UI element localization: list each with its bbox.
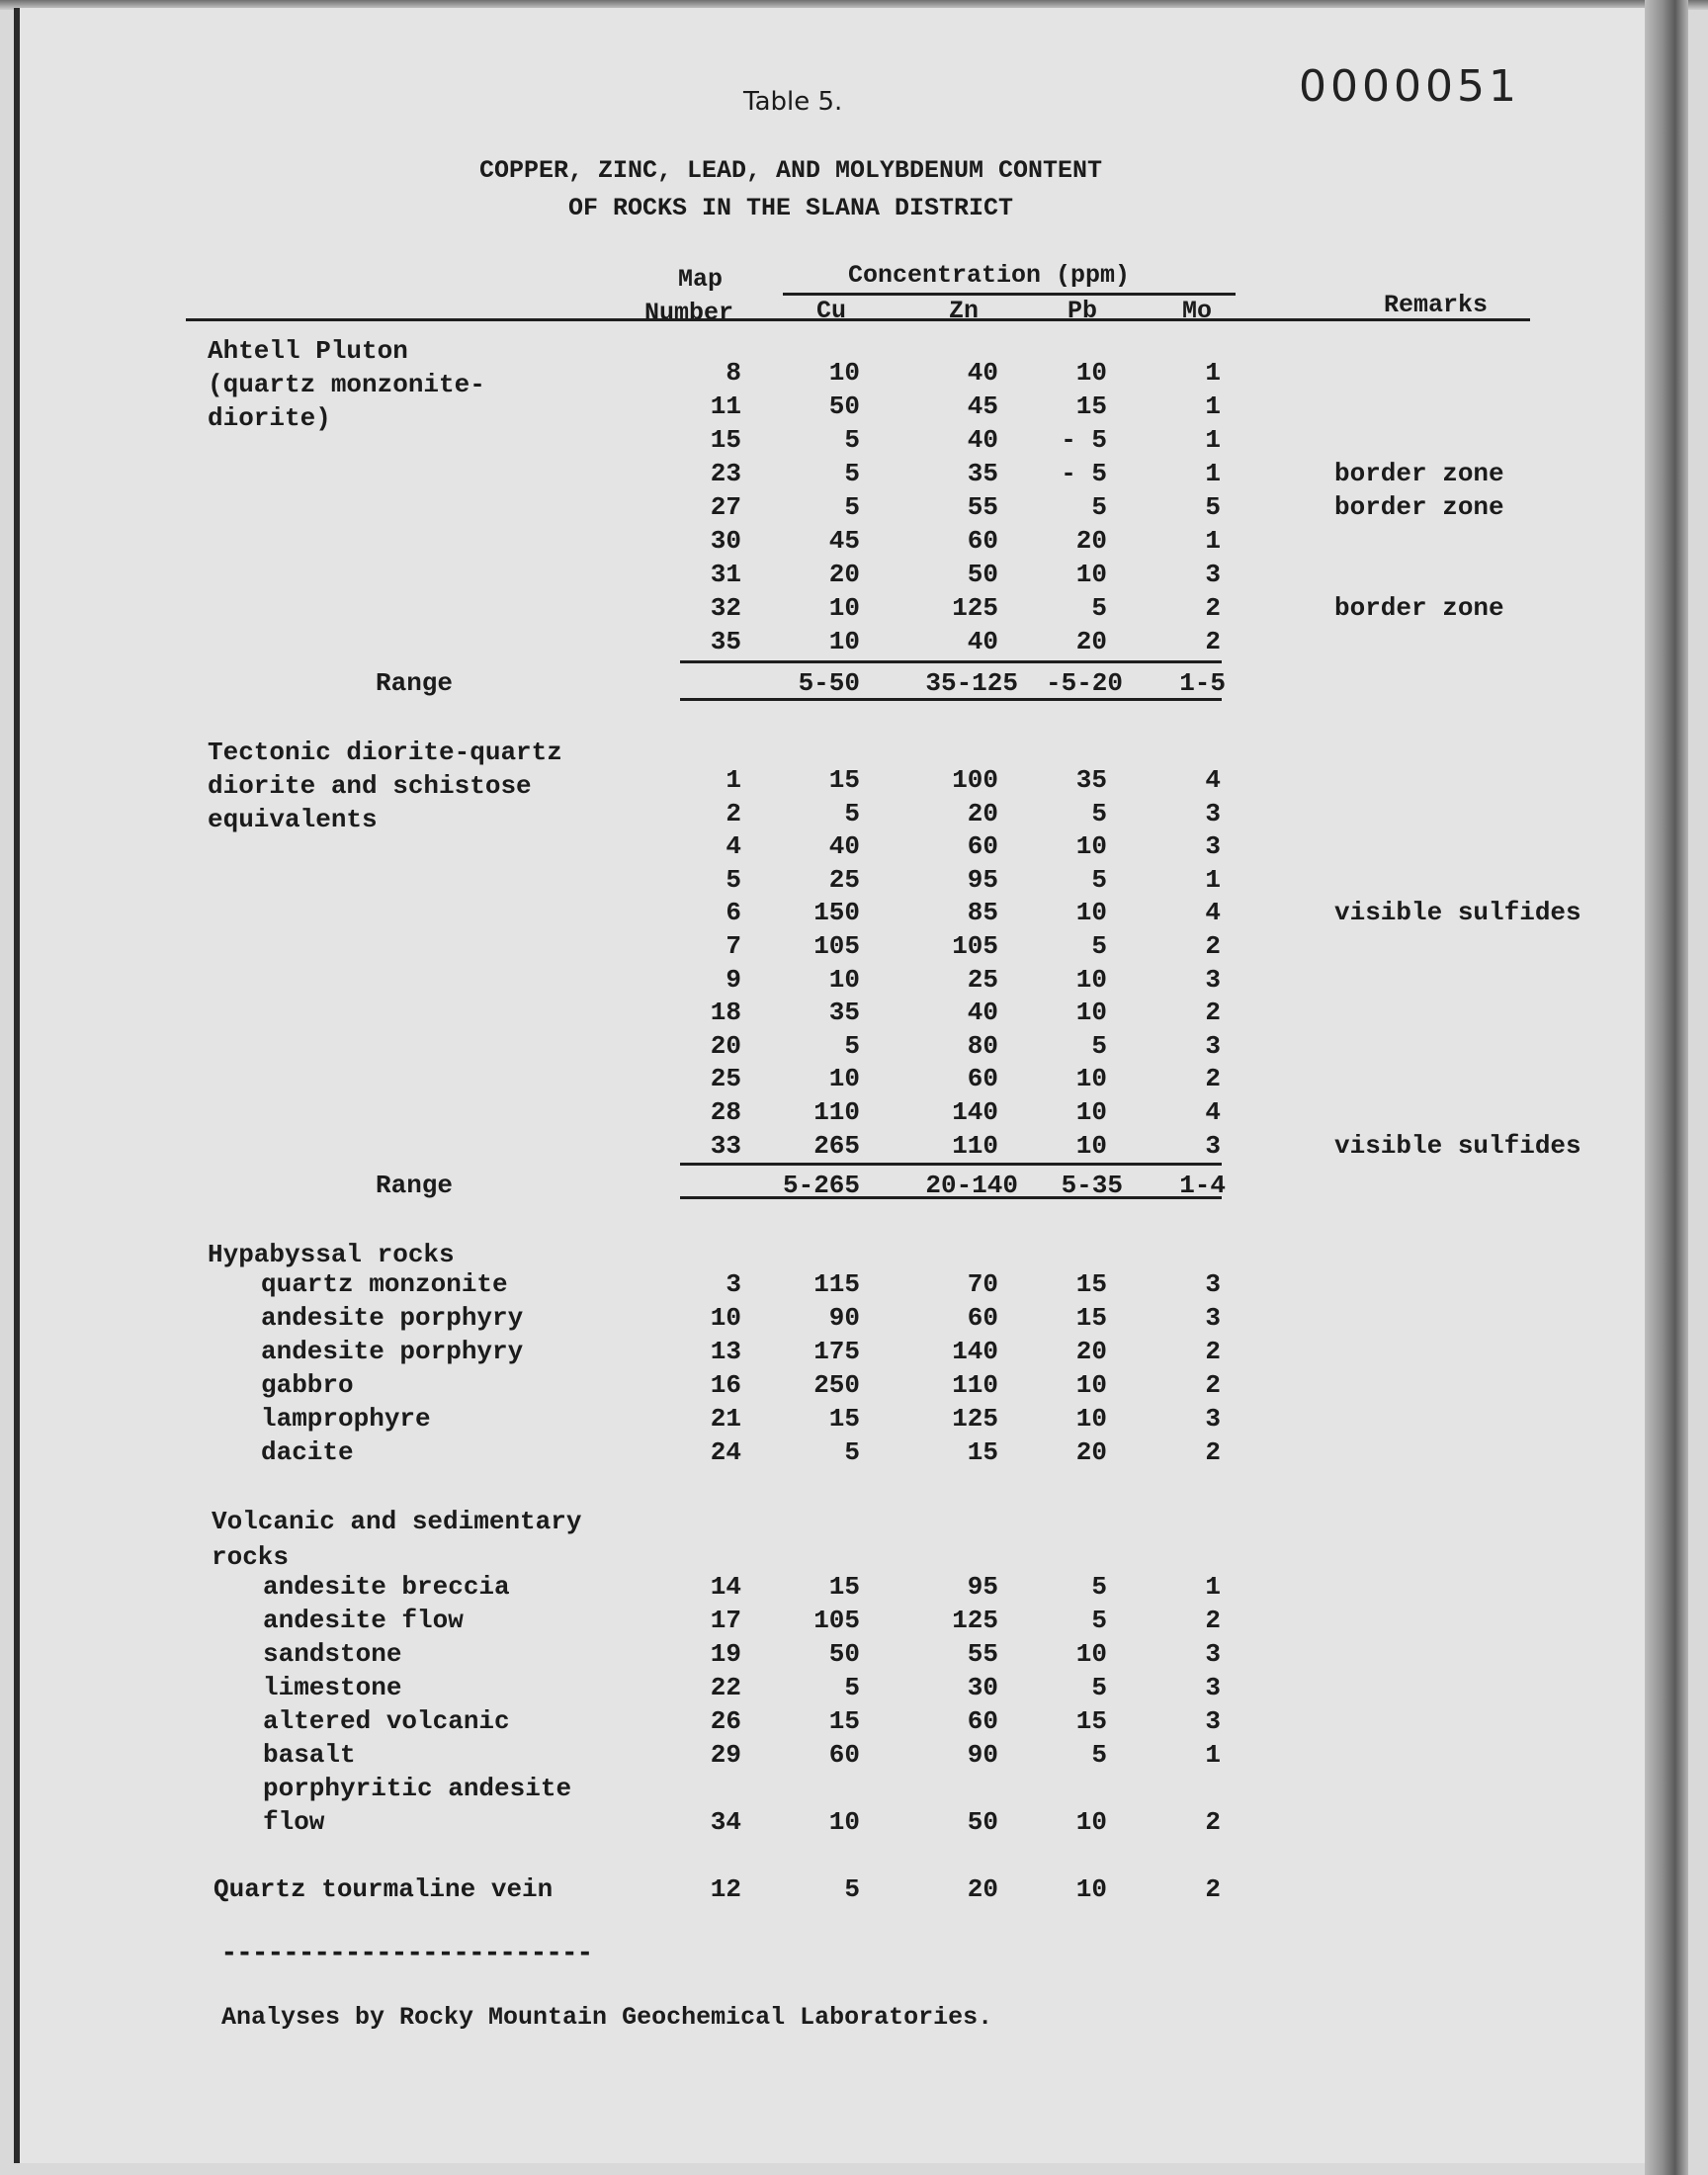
cell-mo: 3 — [1205, 1130, 1221, 1161]
table-row — [0, 799, 1708, 832]
cell-mo: 2 — [1205, 1437, 1221, 1467]
table-row — [0, 998, 1708, 1031]
cell-mo: 1 — [1205, 526, 1221, 556]
table-row — [0, 1370, 1708, 1404]
row-label: limestone — [263, 1673, 402, 1702]
row-label: Quartz tourmaline vein — [214, 1874, 554, 1904]
cell-remarks: visible sulfides — [1334, 898, 1581, 928]
cell-cu: 105 — [813, 931, 860, 961]
cell-pb: 10 — [1075, 1807, 1107, 1837]
cell-cu: 20 — [828, 560, 860, 589]
table-row — [0, 965, 1708, 999]
cell-map: 3 — [726, 1269, 741, 1299]
cell-cu: 5 — [844, 1673, 860, 1702]
cell-mo: 2 — [1205, 1606, 1221, 1635]
cell-map: 28 — [710, 1097, 741, 1127]
range-pb: -5-20 — [1045, 668, 1123, 698]
cell-cu: 105 — [813, 1606, 860, 1635]
cell-zn: 60 — [967, 526, 998, 556]
cell-mo: 2 — [1205, 593, 1221, 623]
table-row — [0, 1097, 1708, 1131]
header-cu: Cu — [816, 297, 847, 325]
cell-mo: 3 — [1205, 798, 1221, 828]
group-label: (quartz monzonite- — [208, 370, 485, 399]
cell-cu: 115 — [813, 1269, 860, 1299]
cell-pb: 15 — [1075, 392, 1107, 421]
cell-zn: 40 — [967, 998, 998, 1028]
cell-cu: 40 — [828, 831, 860, 862]
cell-zn: 125 — [952, 1404, 998, 1434]
cell-mo: 4 — [1205, 898, 1221, 928]
range-top-rule — [680, 1163, 1222, 1166]
cell-pb: 10 — [1075, 1874, 1107, 1904]
cell-cu: 5 — [844, 459, 860, 488]
cell-cu: 5 — [844, 492, 860, 522]
cell-pb: 20 — [1075, 627, 1107, 656]
cell-zn: 20 — [967, 1874, 998, 1904]
row-label: quartz monzonite — [261, 1269, 508, 1299]
cell-pb: 10 — [1075, 358, 1107, 388]
cell-pb: 5 — [1091, 1740, 1107, 1770]
cell-zn: 125 — [952, 1606, 998, 1635]
table-row — [0, 1740, 1708, 1774]
cell-map: 5 — [726, 864, 741, 895]
cell-map: 29 — [710, 1740, 741, 1770]
cell-map: 35 — [710, 627, 741, 656]
range-label: Range — [376, 668, 454, 698]
row-label: andesite porphyry — [261, 1337, 524, 1366]
cell-zn: 15 — [967, 1437, 998, 1467]
cell-map: 12 — [710, 1874, 741, 1904]
cell-zn: 40 — [967, 627, 998, 656]
cell-zn: 50 — [967, 1807, 998, 1837]
cell-zn: 105 — [952, 931, 998, 961]
cell-pb: 20 — [1075, 526, 1107, 556]
cell-mo: 2 — [1205, 1807, 1221, 1837]
table-row — [0, 865, 1708, 899]
cell-cu: 10 — [828, 964, 860, 995]
table-title-line-2: OF ROCKS IN THE SLANA DISTRICT — [567, 194, 1014, 222]
cell-pb: 10 — [1075, 1064, 1107, 1094]
range-pb: 5-35 — [1061, 1171, 1123, 1200]
cell-pb: 20 — [1075, 1337, 1107, 1366]
table-row — [0, 358, 1708, 392]
table-row — [0, 831, 1708, 865]
cell-zn: 110 — [952, 1130, 998, 1161]
cell-pb: 5 — [1091, 1673, 1107, 1702]
row-label: andesite flow — [263, 1606, 464, 1635]
cell-map: 13 — [710, 1337, 741, 1366]
cell-pb: 5 — [1091, 593, 1107, 623]
cell-map: 17 — [710, 1606, 741, 1635]
table-row — [0, 425, 1708, 459]
range-cu: 5-50 — [798, 668, 860, 698]
table-row — [0, 1303, 1708, 1337]
table-row — [0, 1437, 1708, 1471]
cell-pb: - 5 — [1061, 459, 1107, 488]
cell-cu: 90 — [828, 1303, 860, 1333]
cell-map: 24 — [710, 1437, 741, 1467]
cell-zn: 45 — [967, 392, 998, 421]
cell-pb: 20 — [1075, 1437, 1107, 1467]
cell-map: 2 — [726, 798, 741, 828]
table-row — [0, 1337, 1708, 1370]
cell-map: 10 — [710, 1303, 741, 1333]
cell-pb: 10 — [1075, 1639, 1107, 1669]
cell-mo: 3 — [1205, 1673, 1221, 1702]
cell-map: 7 — [726, 931, 741, 961]
cell-cu: 10 — [828, 627, 860, 656]
cell-mo: 2 — [1205, 931, 1221, 961]
cell-map: 15 — [710, 425, 741, 455]
header-pb: Pb — [1068, 297, 1098, 325]
header-mo: Mo — [1182, 297, 1213, 325]
group-label: Tectonic diorite-quartz — [208, 738, 562, 767]
cell-cu: 5 — [844, 1437, 860, 1467]
cell-pb: 10 — [1075, 560, 1107, 589]
table-row — [0, 1706, 1708, 1740]
cell-zn: 40 — [967, 425, 998, 455]
cell-pb: 10 — [1075, 1097, 1107, 1127]
cell-zn: 60 — [967, 1706, 998, 1736]
cell-pb: 10 — [1075, 898, 1107, 928]
table-row — [0, 560, 1708, 593]
cell-mo: 2 — [1205, 1874, 1221, 1904]
cell-map: 16 — [710, 1370, 741, 1400]
cell-zn: 140 — [952, 1337, 998, 1366]
cell-zn: 60 — [967, 1064, 998, 1094]
cell-map: 23 — [710, 459, 741, 488]
cell-zn: 55 — [967, 1639, 998, 1669]
cell-mo: 3 — [1205, 1706, 1221, 1736]
cell-pb: 15 — [1075, 1269, 1107, 1299]
cell-remarks: border zone — [1334, 459, 1504, 488]
cell-cu: 25 — [828, 864, 860, 895]
cell-pb: 5 — [1091, 931, 1107, 961]
table-row — [0, 765, 1708, 799]
cell-cu: 15 — [828, 1572, 860, 1602]
cell-remarks: visible sulfides — [1334, 1130, 1581, 1161]
cell-mo: 3 — [1205, 831, 1221, 862]
cell-map: 9 — [726, 964, 741, 995]
cell-pb: 10 — [1075, 998, 1107, 1028]
group-label: rocks — [212, 1542, 290, 1572]
cell-cu: 60 — [828, 1740, 860, 1770]
cell-pb: 5 — [1091, 492, 1107, 522]
range-zn: 35-125 — [925, 668, 1018, 698]
cell-mo: 3 — [1205, 1639, 1221, 1669]
group-label: Ahtell Pluton — [208, 336, 408, 366]
cell-mo: 2 — [1205, 627, 1221, 656]
cell-pb: 10 — [1075, 1130, 1107, 1161]
cell-zn: 55 — [967, 492, 998, 522]
footnote: Analyses by Rocky Mountain Geochemical Laboratories. — [221, 2003, 993, 2032]
cell-map: 26 — [710, 1706, 741, 1736]
cell-mo: 3 — [1205, 1404, 1221, 1434]
row-label: altered volcanic — [263, 1706, 510, 1736]
cell-mo: 3 — [1205, 1030, 1221, 1061]
cell-zn: 70 — [967, 1269, 998, 1299]
cell-mo: 2 — [1205, 1370, 1221, 1400]
cell-cu: 110 — [813, 1097, 860, 1127]
cell-mo: 3 — [1205, 1303, 1221, 1333]
header-number: Number — [644, 299, 734, 327]
cell-cu: 5 — [844, 1030, 860, 1061]
cell-cu: 175 — [813, 1337, 860, 1366]
cell-map: 18 — [710, 998, 741, 1028]
table-row — [0, 1031, 1708, 1065]
range-label: Range — [376, 1171, 454, 1200]
cell-zn: 25 — [967, 964, 998, 995]
cell-pb: 5 — [1091, 864, 1107, 895]
cell-map: 32 — [710, 593, 741, 623]
cell-zn: 110 — [952, 1370, 998, 1400]
cell-cu: 5 — [844, 425, 860, 455]
cell-zn: 20 — [967, 798, 998, 828]
cell-pb: 5 — [1091, 1572, 1107, 1602]
cell-map: 22 — [710, 1673, 741, 1702]
cell-zn: 60 — [967, 831, 998, 862]
row-label: andesite breccia — [263, 1572, 510, 1602]
cell-cu: 265 — [813, 1130, 860, 1161]
cell-cu: 50 — [828, 392, 860, 421]
table-row — [0, 593, 1708, 627]
cell-pb: 10 — [1075, 1404, 1107, 1434]
cell-mo: 1 — [1205, 864, 1221, 895]
header-map: Map — [678, 265, 724, 294]
group-label: diorite and schistose — [208, 771, 532, 801]
cell-map: 1 — [726, 765, 741, 795]
table-row — [0, 627, 1708, 660]
cell-mo: 3 — [1205, 1269, 1221, 1299]
cell-zn: 80 — [967, 1030, 998, 1061]
table-row — [0, 459, 1708, 492]
cell-pb: 5 — [1091, 1606, 1107, 1635]
table-number: Table 5. — [743, 87, 843, 117]
row-label-continued: flow — [263, 1807, 325, 1837]
table-row — [0, 1064, 1708, 1097]
cell-zn: 95 — [967, 1572, 998, 1602]
cell-map: 19 — [710, 1639, 741, 1669]
cell-mo: 4 — [1205, 765, 1221, 795]
table-row — [0, 1639, 1708, 1673]
cell-cu: 15 — [828, 765, 860, 795]
table-row — [0, 392, 1708, 425]
cell-cu: 250 — [813, 1370, 860, 1400]
cell-remarks: border zone — [1334, 492, 1504, 522]
table-row — [0, 1874, 1708, 1908]
cell-zn: 40 — [967, 358, 998, 388]
group-label: equivalents — [208, 805, 378, 834]
cell-cu: 10 — [828, 358, 860, 388]
table-row — [0, 1606, 1708, 1639]
cell-cu: 10 — [828, 1064, 860, 1094]
cell-map: 30 — [710, 526, 741, 556]
range-zn: 20-140 — [925, 1171, 1018, 1200]
cell-zn: 60 — [967, 1303, 998, 1333]
row-label: dacite — [261, 1437, 354, 1467]
cell-cu: 10 — [828, 593, 860, 623]
group-label: Volcanic and sedimentary — [212, 1507, 582, 1536]
cell-cu: 5 — [844, 1874, 860, 1904]
table-row — [0, 931, 1708, 965]
table-title-line-1: COPPER, ZINC, LEAD, AND MOLYBDENUM CONTENT — [478, 156, 1103, 185]
cell-cu: 35 — [828, 998, 860, 1028]
cell-zn: 90 — [967, 1740, 998, 1770]
cell-zn: 95 — [967, 864, 998, 895]
cell-remarks: border zone — [1334, 593, 1504, 623]
table-row — [0, 898, 1708, 931]
cell-mo: 1 — [1205, 358, 1221, 388]
cell-cu: 5 — [844, 798, 860, 828]
group-label: Hypabyssal rocks — [208, 1240, 455, 1269]
range-mo: 1-5 — [1179, 668, 1226, 698]
cell-map: 33 — [710, 1130, 741, 1161]
cell-mo: 2 — [1205, 1064, 1221, 1094]
range-cu: 5-265 — [782, 1171, 860, 1200]
cell-pb: - 5 — [1061, 425, 1107, 455]
concentration-underline — [783, 293, 1236, 296]
cell-map: 25 — [710, 1064, 741, 1094]
cell-mo: 1 — [1205, 392, 1221, 421]
table-row — [0, 526, 1708, 560]
cell-pb: 15 — [1075, 1706, 1107, 1736]
cell-mo: 2 — [1205, 1337, 1221, 1366]
cell-pb: 5 — [1091, 798, 1107, 828]
range-top-rule — [680, 660, 1222, 663]
cell-map: 8 — [726, 358, 741, 388]
row-label: andesite porphyry — [261, 1303, 524, 1333]
footnote-rule: ------------------------ — [221, 1938, 593, 1967]
table-row — [0, 1673, 1708, 1706]
cell-map: 31 — [710, 560, 741, 589]
cell-zn: 50 — [967, 560, 998, 589]
cell-zn: 140 — [952, 1097, 998, 1127]
row-label-line — [0, 1774, 1708, 1807]
cell-map: 27 — [710, 492, 741, 522]
cell-cu: 45 — [828, 526, 860, 556]
cell-map: 14 — [710, 1572, 741, 1602]
cell-pb: 10 — [1075, 1370, 1107, 1400]
cell-mo: 4 — [1205, 1097, 1221, 1127]
cell-zn: 125 — [952, 593, 998, 623]
header-rule — [186, 318, 1530, 321]
cell-zn: 30 — [967, 1673, 998, 1702]
row-label: lamprophyre — [261, 1404, 431, 1434]
cell-pb: 5 — [1091, 1030, 1107, 1061]
row-label: basalt — [263, 1740, 356, 1770]
table-row — [0, 492, 1708, 526]
range-mo: 1-4 — [1179, 1171, 1226, 1200]
row-label: sandstone — [263, 1639, 402, 1669]
cell-cu: 15 — [828, 1404, 860, 1434]
row-label: gabbro — [261, 1370, 354, 1400]
cell-mo: 2 — [1205, 998, 1221, 1028]
cell-map: 21 — [710, 1404, 741, 1434]
group-label: diorite) — [208, 403, 331, 433]
header-zn: Zn — [949, 297, 980, 325]
range-row — [0, 668, 1708, 702]
cell-mo: 1 — [1205, 459, 1221, 488]
cell-mo: 1 — [1205, 425, 1221, 455]
cell-pb: 10 — [1075, 964, 1107, 995]
cell-map: 20 — [710, 1030, 741, 1061]
cell-cu: 15 — [828, 1706, 860, 1736]
cell-cu: 50 — [828, 1639, 860, 1669]
cell-mo: 3 — [1205, 560, 1221, 589]
cell-pb: 35 — [1075, 765, 1107, 795]
cell-pb: 10 — [1075, 831, 1107, 862]
cell-pb: 15 — [1075, 1303, 1107, 1333]
table-row — [0, 1572, 1708, 1606]
table-row — [0, 1404, 1708, 1437]
document-id: 0000051 — [1299, 61, 1520, 112]
cell-cu: 10 — [828, 1807, 860, 1837]
cell-zn: 35 — [967, 459, 998, 488]
cell-cu: 150 — [813, 898, 860, 928]
row-label: porphyritic andesite — [263, 1774, 572, 1803]
header-concentration: Concentration (ppm) — [848, 261, 1131, 290]
table-row — [0, 1807, 1708, 1841]
table-row — [0, 1269, 1708, 1303]
table-row — [0, 1131, 1708, 1165]
cell-map: 4 — [726, 831, 741, 862]
cell-mo: 1 — [1205, 1740, 1221, 1770]
cell-mo: 5 — [1205, 492, 1221, 522]
cell-map: 6 — [726, 898, 741, 928]
range-row — [0, 1171, 1708, 1204]
cell-map: 34 — [710, 1807, 741, 1837]
cell-zn: 85 — [967, 898, 998, 928]
cell-mo: 3 — [1205, 964, 1221, 995]
cell-map: 11 — [710, 392, 741, 421]
header-remarks: Remarks — [1384, 291, 1489, 319]
cell-zn: 100 — [952, 765, 998, 795]
cell-mo: 1 — [1205, 1572, 1221, 1602]
